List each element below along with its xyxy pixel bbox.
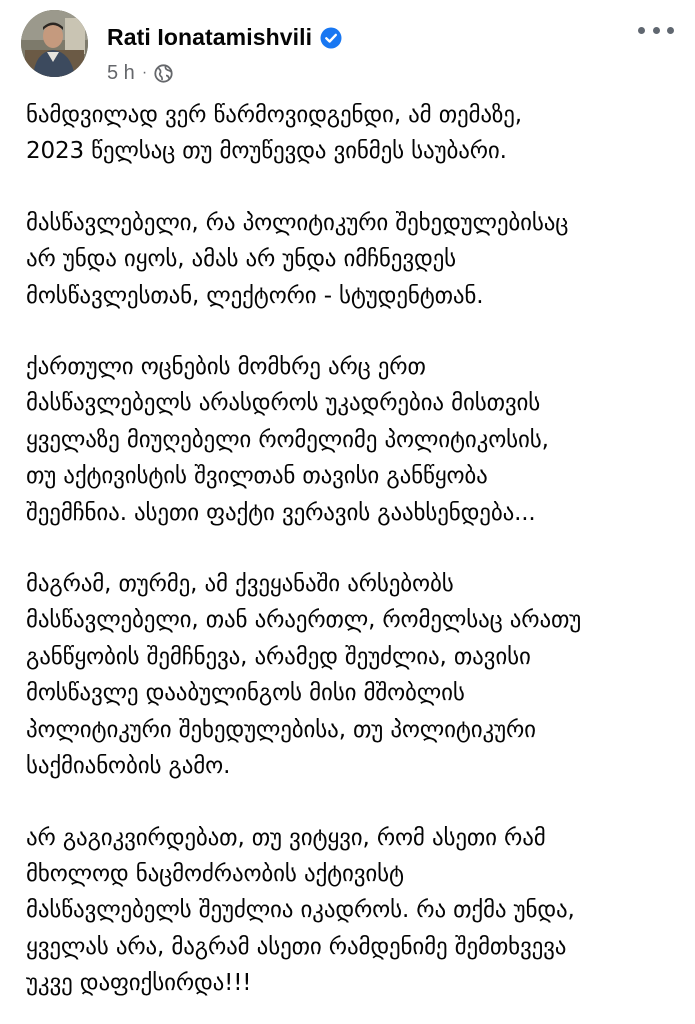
author-avatar[interactable] xyxy=(21,10,88,77)
meta-separator: · xyxy=(141,64,148,81)
more-horizontal-icon xyxy=(638,27,645,34)
post-header xyxy=(0,0,695,95)
post-paragraph: მაგრამ, თურმე, ამ ქვეყანაში არსებობს მასწავლებელი, თან არაერთლ, რომელსაც არათუ განწყობის შემჩნევა, არამედ შეუძლია, თავისი მოსწავლე დააბულინგოს მისი მშობლის პოლიტიკური შეხედულებისა, თუ პოლიტიკური საქმიანობის გამო. xyxy=(26,571,582,780)
more-dot xyxy=(653,27,660,34)
globe-icon[interactable] xyxy=(154,64,173,83)
post-paragraph: არ გაგიკვირდებათ, თუ ვიტყვი, რომ ასეთი რამ მხოლოდ ნაცმოძრაობის აქტივისტ მასწავლებელს შეუძლია იკადროს. რა თქმა უნდა, ყველას არა, მაგრამ ასეთი რამდენიმე შემთხვევა უკვე დაფიქსირდა!!! xyxy=(26,824,575,997)
avatar-photo xyxy=(21,10,88,77)
verified-badge-icon xyxy=(320,27,342,49)
author-row xyxy=(107,22,342,52)
post-time[interactable]: 5 h xyxy=(107,61,135,84)
post-body xyxy=(26,97,686,1002)
post-paragraph: ქართული ოცნების მომხრე არც ერთ მასწავლებელს არასდროს უკადრებია მისთვის ყველაზე მიუღებელი რომელიმე პოლიტიკოსის, თუ აქტივისტის შვილთან თავისი განწყობა შეემჩნია. ასეთი ფაქტი ვერავის გაახსენდება... xyxy=(26,354,549,526)
more-options-button[interactable] xyxy=(638,18,674,42)
more-dot xyxy=(667,27,674,34)
post-paragraph: მასწავლებელი, რა პოლიტიკური შეხედულებისაც არ უნდა იყოს, ამას არ უნდა იმჩნევდეს მოსწავლესთან, ლექტორი - სტუდენტთან. xyxy=(26,209,569,309)
post-meta xyxy=(107,58,173,88)
author-name[interactable]: Rati Ionatamishvili xyxy=(107,23,313,50)
post-paragraph: ნამდვილად ვერ წარმოვიდგენდი, ამ თემაზე, 2023 წელსაც თუ მოუწევდა ვინმეს საუბარი. xyxy=(26,102,522,165)
